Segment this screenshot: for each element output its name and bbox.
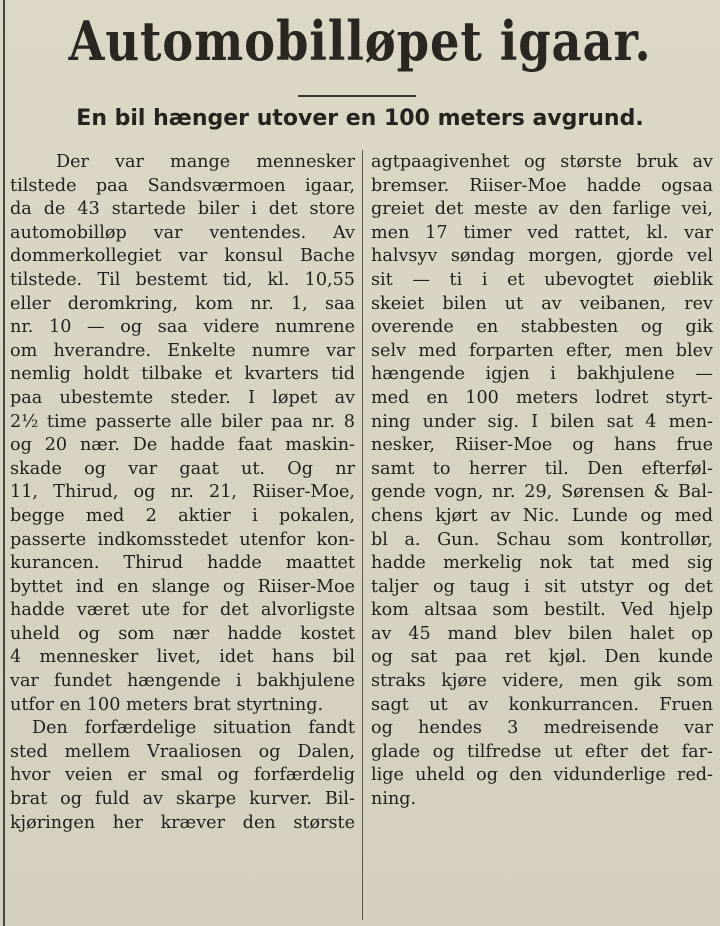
text-line: taljer og taug i sit utstyr og det bbox=[371, 576, 713, 597]
text-line: var fundet hængende i bakhjulene bbox=[10, 671, 355, 692]
text-line: skeiet bilen ut av veibanen, rev bbox=[371, 293, 713, 314]
text-line: agtpaagivenhet og største bruk av bbox=[371, 152, 713, 172]
text-line: ning under sig. I bilen sat 4 men- bbox=[371, 411, 713, 432]
text-line: tilstede paa Sandsværmoen igaar, bbox=[10, 175, 355, 196]
headline: Automobilløpet igaar. bbox=[68, 9, 652, 73]
text-line: paa ubestemte steder. I løpet av bbox=[10, 387, 355, 408]
text-line: kurancen. Thirud hadde maattet bbox=[10, 553, 355, 574]
text-line: men 17 timer ved rattet, kl. var bbox=[371, 222, 713, 243]
text-line: begge med 2 aktier i pokalen, bbox=[10, 505, 355, 526]
text-line: Der var mange mennesker bbox=[56, 152, 355, 172]
article-column-left bbox=[10, 151, 355, 835]
subheadline: En bil hænger utover en 100 meters avgrund. bbox=[76, 106, 644, 131]
text-line: og 20 nær. De hadde faat maskin- bbox=[10, 435, 355, 456]
text-line: og hendes 3 medreisende var bbox=[371, 718, 713, 739]
text-line: hængende igjen i bakhjulene — bbox=[371, 364, 713, 385]
text-line: gende vogn, nr. 29, Sørensen & Bal- bbox=[371, 482, 713, 503]
text-line: 4 mennesker livet, idet hans bil bbox=[10, 647, 355, 668]
text-line: med en 100 meters lodret styrt- bbox=[371, 387, 713, 408]
text-line: uheld og som nær hadde kostet bbox=[10, 623, 355, 644]
text-line: greiet det meste av den farlige vei, bbox=[371, 199, 713, 220]
text-line: Den forfærdelige situation fandt bbox=[32, 718, 355, 739]
text-line: chens kjørt av Nic. Lunde og med bbox=[371, 505, 713, 526]
text-line: hadde merkelig nok tat med sig bbox=[371, 553, 713, 574]
text-line: hvor veien er smal og forfærdelig bbox=[10, 765, 355, 786]
column-divider bbox=[362, 150, 363, 920]
text-line: halvsyv søndag morgen, gjorde vel bbox=[371, 246, 713, 267]
text-line: byttet ind en slange og Riiser-Moe bbox=[10, 576, 355, 597]
text-line: da de 43 startede biler i det store bbox=[10, 199, 355, 220]
text-line: sit — ti i et ubevogtet øieblik bbox=[371, 269, 713, 290]
text-line: passerte indkomsstedet utenfor kon- bbox=[10, 529, 355, 550]
headline-divider bbox=[298, 95, 416, 97]
text-line: 2½ time passerte alle biler paa nr. 8 bbox=[10, 411, 355, 432]
text-line: glade og tilfredse ut efter det far- bbox=[371, 741, 713, 762]
text-line: automobilløp var ventendes. Av bbox=[10, 222, 355, 243]
text-line: utfor en 100 meters brat styrtning. bbox=[10, 694, 324, 715]
text-line: overende en stabbesten og gik bbox=[371, 317, 713, 338]
text-line: dommerkollegiet var konsul Bache bbox=[10, 246, 355, 267]
text-line: nesker, Riiser-Moe og hans frue bbox=[371, 435, 713, 456]
text-line: sted mellem Vraaliosen og Dalen, bbox=[10, 741, 355, 762]
text-line: av 45 mand blev bilen halet op bbox=[371, 623, 713, 644]
text-line: nr. 10 — og saa videre numrene bbox=[10, 317, 355, 338]
text-line: eller deromkring, kom nr. 1, saa bbox=[10, 293, 355, 314]
text-line: om hverandre. Enkelte numre var bbox=[10, 340, 355, 361]
text-line: tilstede. Til bestemt tid, kl. 10,55 bbox=[10, 269, 355, 290]
text-line: selv med forparten efter, men blev bbox=[371, 340, 713, 361]
text-line: sagt ut av konkurrancen. Fruen bbox=[371, 694, 713, 715]
text-line: kom altsaa som bestilt. Ved hjelp bbox=[371, 600, 713, 621]
page-edge-rule bbox=[3, 0, 5, 926]
text-line: og sat paa ret kjøl. Den kunde bbox=[371, 647, 713, 668]
text-line: straks kjøre videre, men gik som bbox=[371, 671, 713, 692]
text-line: samt to herrer til. Den efterføl- bbox=[371, 458, 713, 479]
text-line: ning. bbox=[371, 789, 417, 810]
article-column-right bbox=[371, 151, 713, 812]
text-line: bl a. Gun. Schau som kontrollør, bbox=[371, 529, 713, 550]
text-line: bremser. Riiser-Moe hadde ogsaa bbox=[371, 175, 713, 196]
text-line: 11, Thirud, og nr. 21, Riiser-Moe, bbox=[10, 482, 355, 503]
text-line: skade og var gaat ut. Og nr bbox=[10, 458, 355, 479]
text-line: kjøringen her kræver den største bbox=[10, 812, 355, 833]
text-line: lige uheld og den vidunderlige red- bbox=[371, 765, 713, 786]
text-line: nemlig holdt tilbake et kvarters tid bbox=[10, 364, 355, 385]
text-line: brat og fuld av skarpe kurver. Bil- bbox=[10, 789, 355, 810]
text-line: hadde været ute for det alvorligste bbox=[10, 600, 355, 621]
